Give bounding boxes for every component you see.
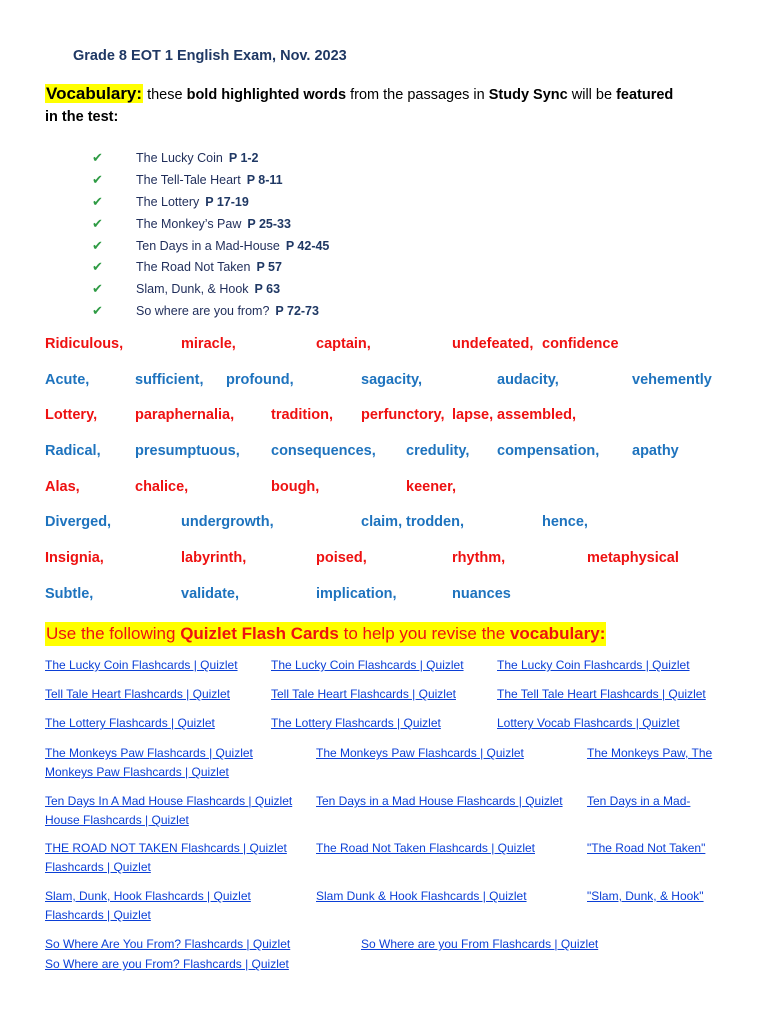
vocab-row — [0, 550, 768, 572]
vocab-word: undergrowth, — [181, 514, 274, 530]
intro-text: from the passages in — [346, 87, 489, 103]
story-pages: P 1-2 — [228, 150, 259, 165]
vocab-row — [0, 336, 768, 358]
intro-bold-words: bold highlighted words — [186, 87, 347, 103]
checkmark-icon: ✔ — [92, 281, 103, 297]
quizlet-link-where-are-you-from[interactable]: So Where are you From? Flashcards | Quizlet — [45, 957, 289, 971]
story-pages: P 63 — [254, 282, 281, 297]
quizlet-link-where-are-you-from[interactable]: So Where are you From Flashcards | Quizlet — [361, 937, 599, 951]
quizlet-link-slam-dunk-hook[interactable]: Flashcards | Quizlet — [45, 908, 151, 922]
story-pages: P 72-73 — [275, 304, 319, 319]
vocab-word: Ridiculous, — [45, 336, 124, 352]
vocab-word: confidence — [542, 336, 619, 352]
quizlet-link-road-not-taken[interactable]: The Road Not Taken Flashcards | Quizlet — [316, 841, 535, 855]
vocab-word: trodden, — [406, 514, 464, 530]
vocab-word: hence, — [542, 514, 588, 530]
quizlet-link-monkeys-paw[interactable]: The Monkeys Paw, The — [587, 746, 713, 760]
vocab-word: Alas, — [45, 479, 80, 495]
vocab-word: compensation, — [497, 443, 600, 459]
vocab-word: miracle, — [181, 336, 236, 352]
vocab-row — [0, 514, 768, 536]
quizlet-link-slam-dunk-hook[interactable]: Slam, Dunk, Hook Flashcards | Quizlet — [45, 889, 251, 903]
checkmark-icon: ✔ — [92, 237, 103, 253]
vocab-word: presumptuous, — [135, 443, 240, 459]
story-pages: P 42-45 — [285, 238, 330, 253]
quizlet-heading-text: to help you revise the — [338, 624, 510, 643]
quizlet-heading-flashcards: Quizlet Flash Cards — [180, 624, 339, 643]
story-title: The Lucky Coin — [136, 150, 223, 165]
quizlet-link-tell-tale-heart[interactable]: Tell Tale Heart Flashcards | Quizlet — [271, 687, 456, 701]
vocab-word: apathy — [632, 443, 679, 459]
vocab-word: paraphernalia, — [135, 407, 235, 423]
story-item — [92, 278, 329, 300]
story-title: The Tell-Tale Heart — [136, 172, 241, 187]
vocab-word: chalice, — [135, 479, 189, 495]
quizlet-link-lucky-coin[interactable]: The Lucky Coin Flashcards | Quizlet — [45, 658, 238, 672]
story-item — [92, 147, 329, 169]
intro-text: will be — [567, 87, 617, 103]
story-title: Slam, Dunk, & Hook — [136, 282, 249, 297]
intro-in-the-test: in the test: — [45, 109, 119, 125]
story-title: The Lottery — [136, 194, 200, 209]
story-title: The Road Not Taken — [136, 260, 251, 275]
intro-text: these — [143, 87, 187, 103]
quizlet-link-mad-house[interactable]: House Flashcards | Quizlet — [45, 813, 189, 827]
checkmark-icon: ✔ — [92, 149, 103, 165]
page-title: Grade 8 EOT 1 English Exam, Nov. 2023 — [73, 48, 347, 64]
vocabulary-intro — [45, 83, 745, 128]
vocab-word: Radical, — [45, 443, 101, 459]
checkmark-icon: ✔ — [92, 193, 103, 209]
vocab-word: nuances — [452, 586, 511, 602]
quizlet-link-mad-house[interactable]: Ten Days in a Mad- — [587, 794, 691, 808]
quizlet-heading-vocabulary: vocabulary: — [509, 624, 606, 643]
story-item — [92, 235, 329, 257]
vocab-word: poised, — [316, 550, 367, 566]
vocab-row — [0, 372, 768, 394]
story-pages: P 17-19 — [205, 194, 249, 209]
quizlet-link-monkeys-paw[interactable]: The Monkeys Paw Flashcards | Quizlet — [316, 746, 524, 760]
quizlet-link-lucky-coin[interactable]: The Lucky Coin Flashcards | Quizlet — [497, 658, 690, 672]
checkmark-icon: ✔ — [92, 259, 103, 275]
vocab-row — [0, 407, 768, 429]
quizlet-link-road-not-taken[interactable]: THE ROAD NOT TAKEN Flashcards | Quizlet — [45, 841, 287, 855]
vocab-word: metaphysical — [587, 550, 679, 566]
vocab-word: Diverged, — [45, 514, 112, 530]
quizlet-link-road-not-taken[interactable]: "The Road Not Taken" — [587, 841, 706, 855]
vocab-word: consequences, — [271, 443, 376, 459]
vocab-word: assembled, — [497, 407, 576, 423]
vocab-word: rhythm, — [452, 550, 506, 566]
story-pages: P 57 — [256, 260, 282, 275]
story-title: So where are you from? — [136, 304, 270, 319]
vocab-word: labyrinth, — [181, 550, 247, 566]
intro-featured: featured — [616, 87, 674, 103]
vocab-row — [0, 479, 768, 501]
vocab-word: Lottery, — [45, 407, 98, 423]
story-pages: P 8-11 — [246, 172, 283, 187]
vocab-word: bough, — [271, 479, 320, 495]
story-title: Ten Days in a Mad-House — [136, 238, 280, 253]
quizlet-link-mad-house[interactable]: Ten Days In A Mad House Flashcards | Quizlet — [45, 794, 293, 808]
quizlet-link-where-are-you-from[interactable]: So Where Are You From? Flashcards | Quizlet — [45, 937, 291, 951]
story-list — [92, 147, 329, 322]
vocab-word: Subtle, — [45, 586, 94, 602]
vocab-word: tradition, — [271, 407, 334, 423]
checkmark-icon: ✔ — [92, 215, 103, 231]
story-item — [92, 169, 329, 191]
intro-study-sync: Study Sync — [488, 87, 568, 103]
vocab-row — [0, 443, 768, 465]
vocab-word: sagacity, — [361, 372, 422, 388]
story-item — [92, 191, 329, 213]
quizlet-link-lucky-coin[interactable]: The Lucky Coin Flashcards | Quizlet — [271, 658, 464, 672]
quizlet-link-slam-dunk-hook[interactable]: Slam Dunk & Hook Flashcards | Quizlet — [316, 889, 527, 903]
vocab-word: vehemently — [632, 372, 712, 388]
checkmark-icon: ✔ — [92, 303, 103, 319]
quizlet-heading-text: Use the following — [46, 624, 181, 643]
story-item — [92, 213, 329, 235]
vocab-word: validate, — [181, 586, 240, 602]
vocab-word: captain, — [316, 336, 371, 352]
vocab-word: implication, — [316, 586, 397, 602]
quizlet-link-lottery[interactable]: The Lottery Flashcards | Quizlet — [271, 716, 441, 730]
quizlet-heading — [45, 622, 606, 646]
story-item — [92, 256, 329, 278]
vocab-word: claim, — [361, 514, 403, 530]
vocab-word: sufficient, — [135, 372, 204, 388]
quizlet-link-mad-house[interactable]: Ten Days in a Mad House Flashcards | Quizlet — [316, 794, 563, 808]
vocab-word: Insignia, — [45, 550, 104, 566]
checkmark-icon: ✔ — [92, 171, 103, 187]
vocab-word: keener, — [406, 479, 456, 495]
quizlet-link-road-not-taken[interactable]: Flashcards | Quizlet — [45, 860, 151, 874]
story-title: The Monkey’s Paw — [136, 216, 242, 231]
story-item — [92, 300, 329, 322]
vocab-word: Acute, — [45, 372, 90, 388]
vocab-word: credulity, — [406, 443, 470, 459]
quizlet-link-tell-tale-heart[interactable]: The Tell Tale Heart Flashcards | Quizlet — [497, 687, 706, 701]
vocab-word: perfunctory, — [361, 407, 445, 423]
quizlet-link-slam-dunk-hook[interactable]: "Slam, Dunk, & Hook" — [587, 889, 704, 903]
quizlet-link-tell-tale-heart[interactable]: Tell Tale Heart Flashcards | Quizlet — [45, 687, 230, 701]
quizlet-link-monkeys-paw[interactable]: Monkeys Paw Flashcards | Quizlet — [45, 765, 229, 779]
vocabulary-heading: Vocabulary: — [46, 84, 143, 103]
vocab-word: audacity, — [497, 372, 559, 388]
quizlet-link-lottery[interactable]: The Lottery Flashcards | Quizlet — [45, 716, 215, 730]
vocab-word: undefeated, — [452, 336, 534, 352]
quizlet-link-monkeys-paw[interactable]: The Monkeys Paw Flashcards | Quizlet — [45, 746, 253, 760]
vocab-word: profound, — [226, 372, 294, 388]
vocab-row — [0, 586, 768, 608]
story-pages: P 25-33 — [247, 216, 291, 231]
quizlet-link-lottery[interactable]: Lottery Vocab Flashcards | Quizlet — [497, 716, 680, 730]
vocab-word: lapse, — [452, 407, 494, 423]
